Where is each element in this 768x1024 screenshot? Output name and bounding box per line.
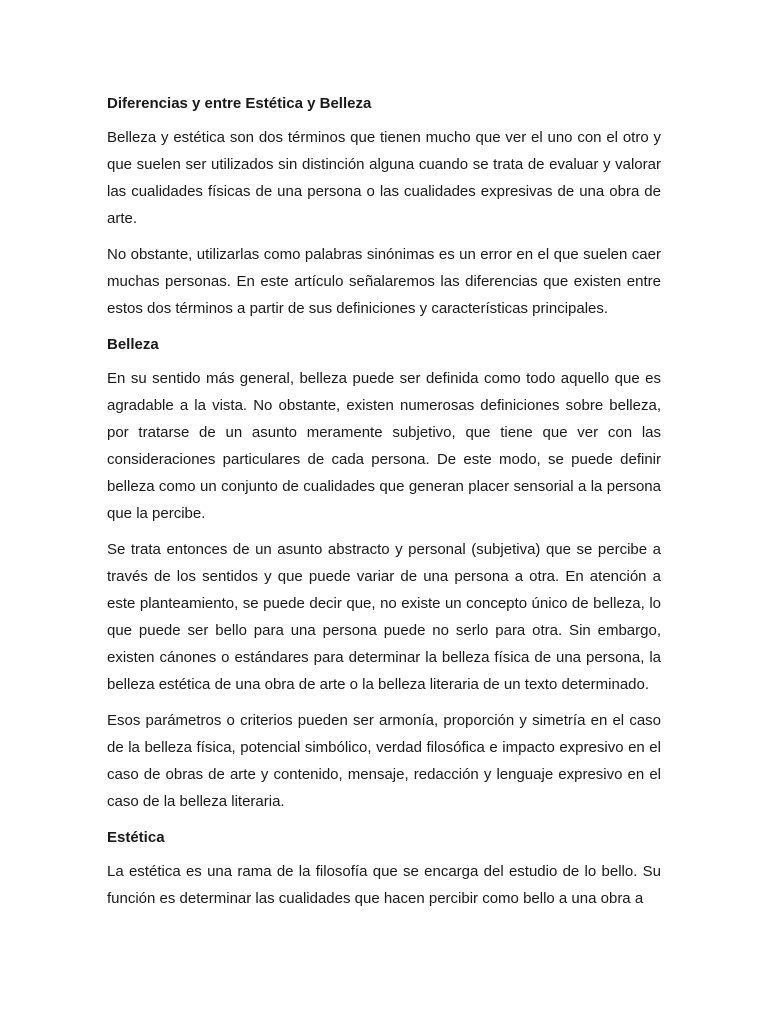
belleza-paragraph-3: Esos parámetros o criterios pueden ser armonía, proporción y simetría en el caso de la belleza física, potencial simbólico, verdad filosófica e impacto expresivo en el caso de obras de arte y contenido, mensaje, redacción y lenguaje expresivo en el caso de la belleza literaria. xyxy=(107,712,661,810)
intro-paragraph-2: No obstante, utilizarlas como palabras sinónimas es un error en el que suelen caer muchas personas. En este artículo señalaremos las diferencias que existen entre estos dos términos a partir de sus definiciones y características principales. xyxy=(107,246,661,317)
section-heading-belleza: Belleza xyxy=(107,336,159,353)
document-page xyxy=(107,90,661,912)
document-title: Diferencias y entre Estética y Belleza xyxy=(107,95,372,112)
section-heading-estetica: Estética xyxy=(107,829,165,846)
intro-paragraph-1: Belleza y estética son dos términos que tienen mucho que ver el uno con el otro y que suelen ser utilizados sin distinción alguna cuando se trata de evaluar y valorar las cualidades físicas de una persona o las cualidades expresivas de una obra de arte. xyxy=(107,129,661,227)
belleza-paragraph-1: En su sentido más general, belleza puede ser definida como todo aquello que es agradable a la vista. No obstante, existen numerosas definiciones sobre belleza, por tratarse de un asunto meramente subjetivo, que tiene que ver con las consideraciones particulares de cada persona. De este modo, se puede definir belleza como un conjunto de cualidades que generan placer sensorial a la persona que la percibe. xyxy=(107,370,661,522)
estetica-paragraph-1: La estética es una rama de la filosofía que se encarga del estudio de lo bello. Su función es determinar las cualidades que hacen percibir como bello a una obra a xyxy=(107,863,661,907)
belleza-paragraph-2: Se trata entonces de un asunto abstracto y personal (subjetiva) que se percibe a través de los sentidos y que puede variar de una persona a otra. En atención a este planteamiento, se puede decir que, no existe un concepto único de belleza, lo que puede ser bello para una persona puede no serlo para otra. Sin embargo, existen cánones o estándares para determinar la belleza física de una persona, la belleza estética de una obra de arte o la belleza literaria de un texto determinado. xyxy=(107,541,661,693)
